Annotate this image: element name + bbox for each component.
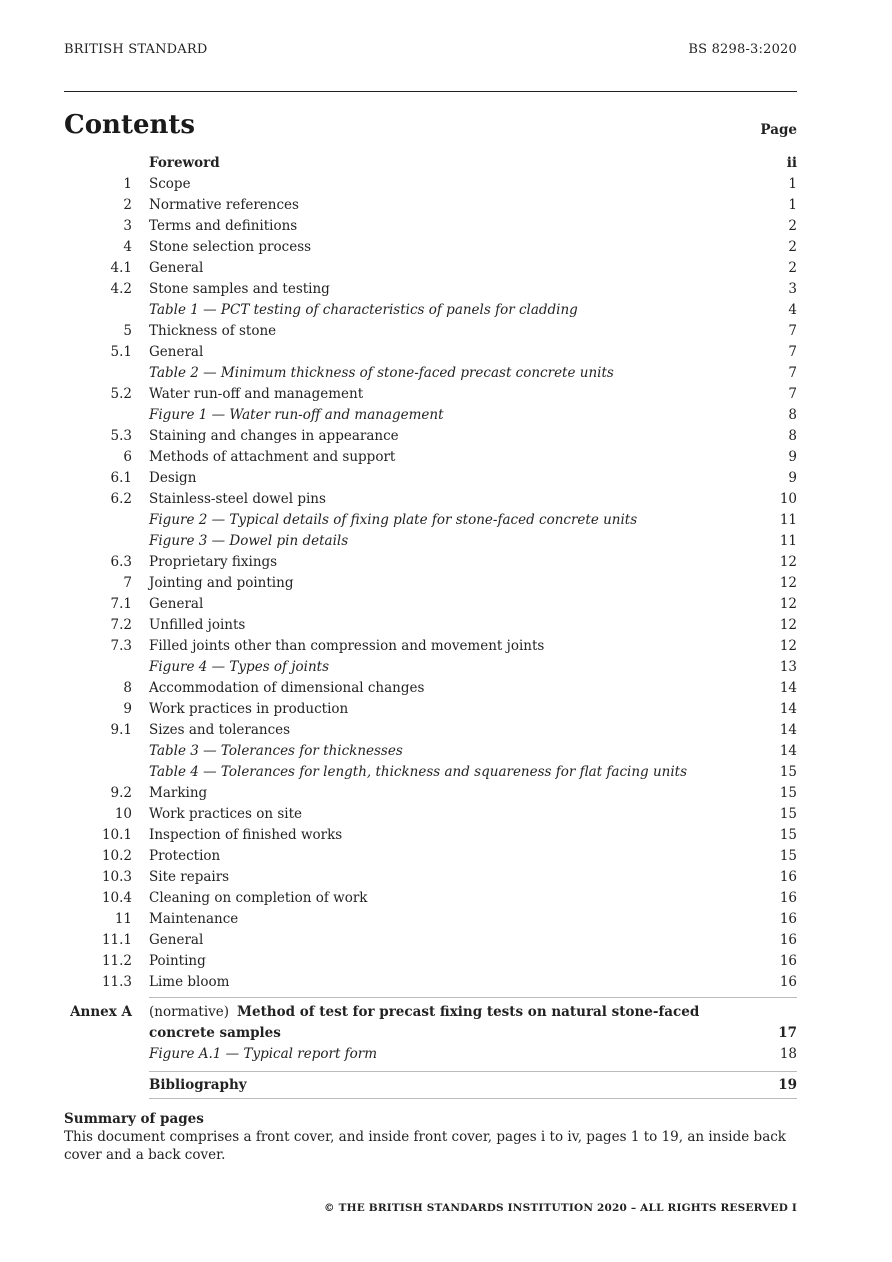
toc-entry-number: 8: [123, 680, 132, 696]
toc-entry-number: 5.3: [110, 428, 132, 444]
toc-entry-page: 2: [788, 239, 797, 255]
toc-entry[interactable]: [64, 216, 797, 237]
toc-entry[interactable]: [64, 153, 797, 174]
toc-entry-number: 5.1: [110, 344, 132, 360]
toc-entry-page: 1: [788, 197, 797, 213]
toc-entry-page: 15: [779, 785, 797, 801]
toc-entry[interactable]: [64, 279, 797, 300]
annex-title-line1: [149, 1002, 699, 1023]
toc-entry-number: 3: [123, 218, 132, 234]
toc-entry[interactable]: [64, 342, 797, 363]
summary-text: This document comprises a front cover, and inside front cover, pages i to iv, pages 1 to 19, an inside back cover and a back cover.: [64, 1129, 786, 1163]
toc-entry-page: 12: [779, 554, 797, 570]
toc-entry[interactable]: [64, 636, 797, 657]
toc-entry[interactable]: [64, 846, 797, 867]
toc-entry-number: 7: [123, 575, 132, 591]
toc-entry[interactable]: [64, 363, 797, 384]
toc-entry-title: Jointing and pointing: [149, 575, 294, 591]
toc-entry[interactable]: [64, 510, 797, 531]
toc-entry-title: Inspection of finished works: [149, 827, 343, 843]
footer-copyright: © THE BRITISH STANDARDS INSTITUTION 2020 – ALL RIGHTS RESERVED I: [324, 1202, 797, 1214]
toc-entry-number: 10.4: [101, 890, 132, 906]
toc-entry-page: 16: [779, 974, 797, 990]
toc-entry-number: 11: [114, 911, 132, 927]
toc-entry-page: 7: [788, 386, 797, 402]
toc-entry-title: General: [149, 344, 204, 360]
toc-entry-title: Design: [149, 470, 197, 486]
summary-heading: Summary of pages: [64, 1111, 204, 1127]
toc-entry-page: 14: [779, 743, 797, 759]
toc-entry-page: 16: [779, 869, 797, 885]
toc-entry-page: 7: [788, 365, 797, 381]
toc-entry-page: 14: [779, 680, 797, 696]
toc-entry[interactable]: [64, 972, 797, 993]
toc-entry-number: 9.2: [110, 785, 132, 801]
bibliography-page: 19: [778, 1077, 797, 1093]
toc-entry-title: Stainless-steel dowel pins: [149, 491, 326, 507]
toc-entry[interactable]: [64, 762, 797, 783]
toc-entry[interactable]: [64, 174, 797, 195]
toc-entry[interactable]: [64, 678, 797, 699]
toc-entry[interactable]: [64, 657, 797, 678]
toc-entry-title: Staining and changes in appearance: [149, 428, 399, 444]
toc-entry-page: 2: [788, 218, 797, 234]
annex-normative: (normative): [149, 1004, 230, 1020]
toc-entry-title: Table 2 — Minimum thickness of stone-faced precast concrete units: [149, 365, 614, 381]
toc-entry[interactable]: [64, 867, 797, 888]
toc-entry-title: Unfilled joints: [149, 617, 246, 633]
toc-entry[interactable]: [64, 783, 797, 804]
toc-entry-number: 5: [123, 323, 132, 339]
toc-entry-title: Figure 2 — Typical details of fixing plate for stone-faced concrete units: [149, 512, 638, 528]
toc-entry-title: Cleaning on completion of work: [149, 890, 368, 906]
toc-entry[interactable]: [64, 720, 797, 741]
toc-entry[interactable]: [64, 405, 797, 426]
toc-entry-page: 3: [788, 281, 797, 297]
toc-entry-page: 9: [788, 449, 797, 465]
toc-entry-page: 12: [779, 638, 797, 654]
toc-entry-title: Stone samples and testing: [149, 281, 330, 297]
annex-entry[interactable]: [70, 997, 797, 1068]
bibliography-entry[interactable]: [149, 1071, 797, 1099]
toc-entry-page: 10: [779, 491, 797, 507]
toc-entry-number: 10.3: [101, 869, 132, 885]
toc-entry[interactable]: [64, 195, 797, 216]
toc-entry-title: Thickness of stone: [149, 323, 277, 339]
toc-entry-title: Site repairs: [149, 869, 230, 885]
bibliography-label: Bibliography: [149, 1077, 247, 1093]
toc-entry-title: Stone selection process: [149, 239, 312, 255]
toc-entry-page: 9: [788, 470, 797, 486]
toc-entry-title: Proprietary fixings: [149, 554, 278, 570]
toc-entry-number: 11.1: [101, 932, 132, 948]
toc-entry[interactable]: [64, 552, 797, 573]
toc-entry-page: 7: [788, 344, 797, 360]
toc-entry-page: 16: [779, 890, 797, 906]
toc-entry-page: 16: [779, 953, 797, 969]
toc-entry-title: Table 3 — Tolerances for thicknesses: [149, 743, 403, 759]
toc-entry-number: 4: [123, 239, 132, 255]
toc-entry-title: Marking: [149, 785, 208, 801]
toc-entry-page: 15: [779, 827, 797, 843]
toc-entry[interactable]: [64, 468, 797, 489]
toc-entry-number: 4.1: [110, 260, 132, 276]
toc-entry-page: 12: [779, 596, 797, 612]
page-title: Contents: [64, 110, 196, 140]
toc-entry-number: 9: [123, 701, 132, 717]
toc-entry-number: 6.2: [110, 491, 132, 507]
toc-entry-title: Work practices on site: [149, 806, 303, 822]
toc-entry[interactable]: [64, 258, 797, 279]
toc-entry-number: 1: [123, 176, 132, 192]
toc-entry[interactable]: [64, 930, 797, 951]
toc-entry-number: 9.1: [110, 722, 132, 738]
toc-entry[interactable]: [64, 909, 797, 930]
toc-entry-page: 8: [788, 428, 797, 444]
toc-entry-title: Methods of attachment and support: [149, 449, 396, 465]
toc-entry[interactable]: [64, 300, 797, 321]
toc-entry[interactable]: [64, 426, 797, 447]
toc-entry-title: Table 4 — Tolerances for length, thickness and squareness for flat facing units: [149, 764, 688, 780]
toc-entry-page: 11: [779, 512, 797, 528]
toc-entry[interactable]: [64, 699, 797, 720]
toc-entry-title: General: [149, 260, 204, 276]
toc-entry-number: 5.2: [110, 386, 132, 402]
toc-entry-number: 11.3: [101, 974, 132, 990]
toc-entry-title: Normative references: [149, 197, 299, 213]
toc-entry-title: General: [149, 932, 204, 948]
toc-entry[interactable]: [64, 384, 797, 405]
toc-entry-title: Protection: [149, 848, 221, 864]
toc-entry-page: 7: [788, 323, 797, 339]
toc-entry[interactable]: [64, 447, 797, 468]
toc-entry[interactable]: [64, 825, 797, 846]
toc-entry-title: Pointing: [149, 953, 206, 969]
toc-entry[interactable]: [64, 594, 797, 615]
toc-entry-title: Sizes and tolerances: [149, 722, 291, 738]
toc-entry-page: 14: [779, 701, 797, 717]
toc-entry[interactable]: [64, 615, 797, 636]
toc-entry[interactable]: [64, 951, 797, 972]
toc-entry-page: 1: [788, 176, 797, 192]
toc-entry-number: 4.2: [110, 281, 132, 297]
toc-entry-page: ii: [786, 155, 797, 171]
toc-entry-number: 10.2: [101, 848, 132, 864]
contents-list: [64, 153, 797, 1099]
header-right: BS 8298-3:2020: [688, 42, 797, 57]
toc-entry[interactable]: [64, 237, 797, 258]
toc-entry[interactable]: [64, 489, 797, 510]
toc-entry-title: Scope: [149, 176, 191, 192]
toc-entry-page: 2: [788, 260, 797, 276]
toc-entry-number: 7.3: [110, 638, 132, 654]
toc-entry-title: Terms and definitions: [149, 218, 298, 234]
toc-entry-title: General: [149, 596, 204, 612]
toc-entry[interactable]: [64, 573, 797, 594]
toc-entry-title: Work practices in production: [149, 701, 349, 717]
annex-title-line2: concrete samples: [149, 1025, 281, 1041]
toc-entry-page: 15: [779, 848, 797, 864]
toc-entry-number: 6.1: [110, 470, 132, 486]
toc-entry-title: Accommodation of dimensional changes: [149, 680, 425, 696]
toc-entry-page: 12: [779, 575, 797, 591]
toc-entry-title: Figure 3 — Dowel pin details: [149, 533, 349, 549]
toc-entry[interactable]: [64, 741, 797, 762]
toc-entry-page: 4: [788, 302, 797, 318]
toc-entry-number: 10: [114, 806, 132, 822]
toc-entry-page: 12: [779, 617, 797, 633]
toc-entry[interactable]: [64, 321, 797, 342]
annex-title-text: Method of test for precast fixing tests on natural stone-faced: [237, 1004, 700, 1020]
toc-entry-page: 16: [779, 911, 797, 927]
toc-entry-title: Maintenance: [149, 911, 239, 927]
toc-entry-page: 14: [779, 722, 797, 738]
toc-entry-page: 16: [779, 932, 797, 948]
annex-figure-title[interactable]: Figure A.1 — Typical report form: [149, 1046, 378, 1062]
toc-entry-title: Lime bloom: [149, 974, 230, 990]
toc-entry-page: 8: [788, 407, 797, 423]
summary-of-pages: [64, 1110, 797, 1164]
toc-entry-number: 10.1: [101, 827, 132, 843]
toc-entry[interactable]: [64, 531, 797, 552]
toc-entry-title: Figure 4 — Types of joints: [149, 659, 330, 675]
toc-entry-title: Foreword: [149, 155, 220, 171]
annex-figure-page: 18: [779, 1046, 797, 1062]
toc-entry-title: Table 1 — PCT testing of characteristics of panels for cladding: [149, 302, 578, 318]
toc-entry-number: 7.2: [110, 617, 132, 633]
toc-entry[interactable]: [64, 888, 797, 909]
toc-entry-number: 6.3: [110, 554, 132, 570]
toc-entry-page: 15: [779, 806, 797, 822]
toc-entry-page: 11: [779, 533, 797, 549]
toc-entry-page: 15: [779, 764, 797, 780]
header-left: BRITISH STANDARD: [64, 42, 208, 57]
toc-entry-number: 7.1: [110, 596, 132, 612]
toc-entry-title: Figure 1 — Water run-off and management: [149, 407, 444, 423]
annex-label: Annex A: [70, 1004, 132, 1020]
toc-entry-title: Filled joints other than compression and movement joints: [149, 638, 545, 654]
toc-entry[interactable]: [64, 804, 797, 825]
toc-entry-number: 2: [123, 197, 132, 213]
toc-entry-title: Water run-off and management: [149, 386, 364, 402]
toc-entry-number: 6: [123, 449, 132, 465]
annex-page: 17: [778, 1025, 797, 1041]
header-rule: [64, 91, 797, 92]
toc-entry-page: 13: [779, 659, 797, 675]
toc-entry-number: 11.2: [101, 953, 132, 969]
page-column-heading: Page: [760, 122, 797, 138]
